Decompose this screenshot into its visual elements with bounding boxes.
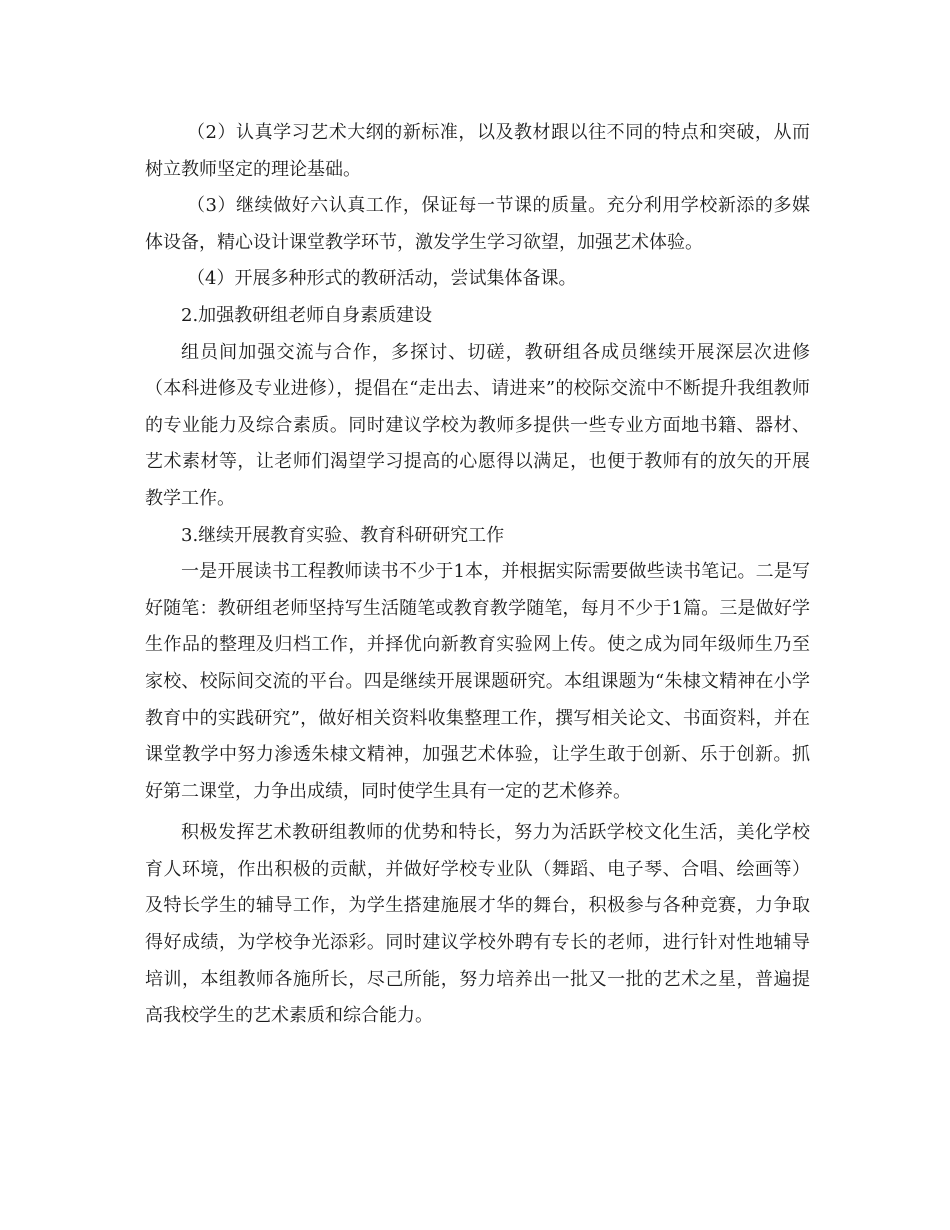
paragraph-item-2: （2）认真学习艺术大纲的新标准，以及教材跟以往不同的特点和突破，从而树立教师坚定的理论基础。 (145, 122, 810, 180)
paragraph-closing: 积极发挥艺术教研组教师的优势和特长，努力为活跃学校文化生活，美化学校育人环境，作出积极的贡献，并做好学校专业队（舞蹈、电子琴、合唱、绘画等）及特长学生的辅导工作，为学生搭建施展才华的舞台，积极参与各种竞赛，力争取得好成绩，为学校争光添彩。同时建议学校外聘有专长的老师，进行针对性地辅导培训，本组教师各施所长，尽己所能，努力培养出一批又一批的艺术之星，普遍提高我校学生的艺术素质和综合能力。 (145, 822, 810, 1027)
document-body (145, 115, 810, 1035)
paragraph-section-3-body: 一是开展读书工程教师读书不少于1本，并根据实际需要做些读书笔记。二是写好随笔：教研组老师坚持写生活随笔或教育教学随笔，每月不少于1篇。三是做好学生作品的整理及归档工作，并择优向新教育实验网上传。使之成为同年级师生乃至家校、校际间交流的平台。四是继续开展课题研究。本组课题为“朱棣文精神在小学教育中的实践研究”，做好相关资料收集整理工作，撰写相关论文、书面资料，并在课堂教学中努力渗透朱棣文精神，加强艺术体验，让学生敢于创新、乐于创新。抓好第二课堂，力争出成绩，同时使学生具有一定的艺术修养。 (145, 561, 810, 802)
paragraph-item-4: （4）开展多种形式的教研活动，尝试集体备课。 (187, 268, 577, 290)
section-heading-3: 3.继续开展教育实验、教育科研研究工作 (181, 524, 505, 546)
section-heading-2: 2.加强教研组老师自身素质建设 (181, 304, 433, 326)
paragraph-section-2-body: 组员间加强交流与合作，多探讨、切磋，教研组各成员继续开展深层次进修（本科进修及专业进修），提倡在“走出去、请进来”的校际交流中不断提升我组教师的专业能力及综合素质。同时建议学校为教师多提供一些专业方面地书籍、器材、艺术素材等，让老师们渴望学习提高的心愿得以满足，也便于教师有的放矢的开展教学工作。 (145, 341, 810, 509)
paragraph-item-3: （3）继续做好六认真工作，保证每一节课的质量。充分利用学校新添的多媒体设备，精心设计课堂教学环节，激发学生学习欲望，加强艺术体验。 (145, 195, 810, 253)
